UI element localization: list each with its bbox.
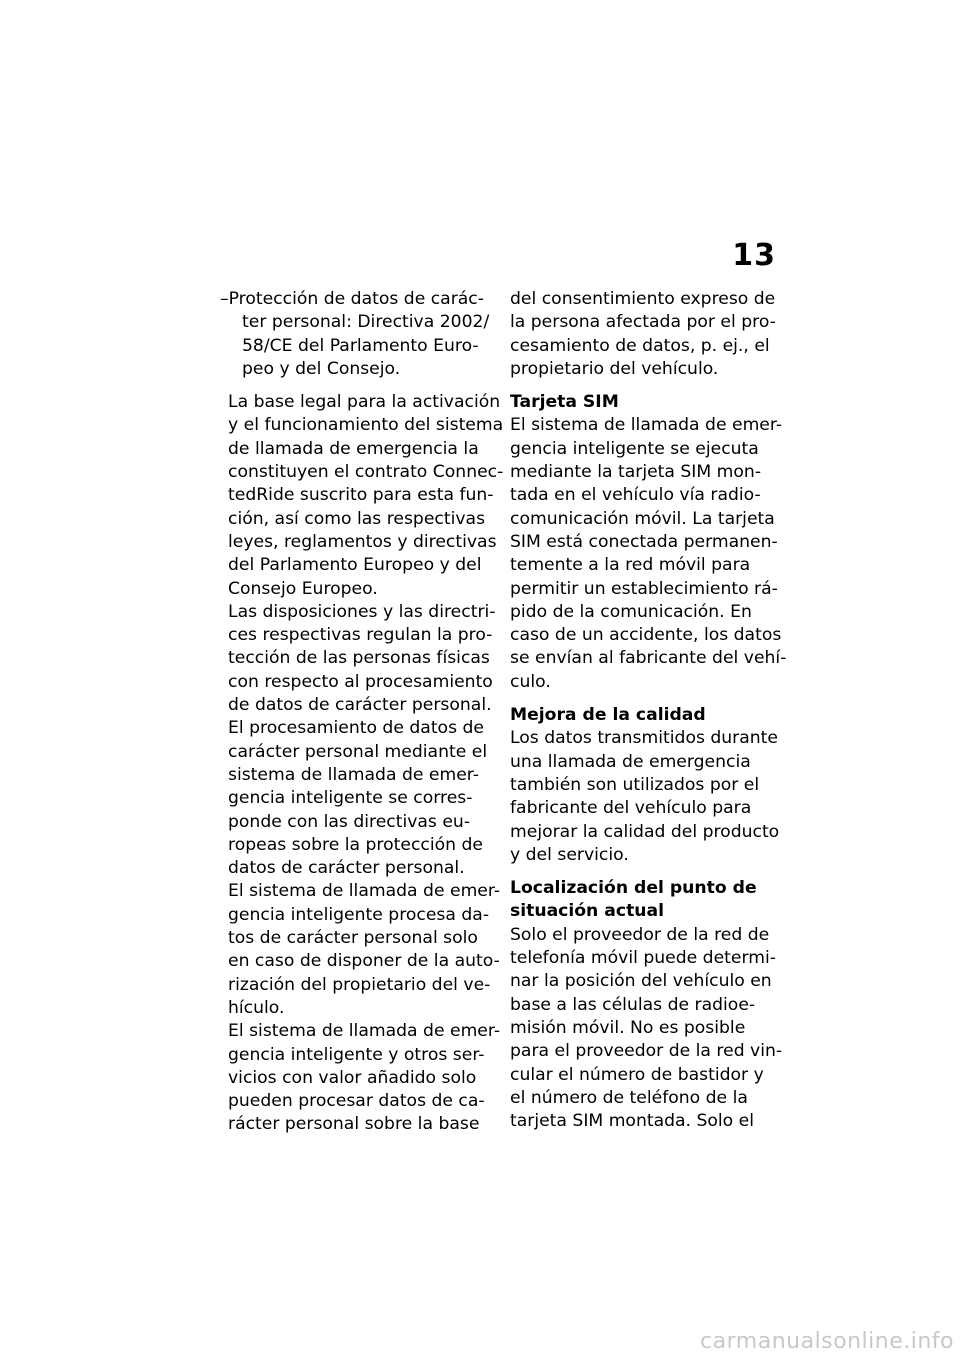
text-line: telefonía móvil puede determi- bbox=[510, 948, 776, 969]
text-line: comunicación móvil. La tarjeta bbox=[510, 508, 775, 529]
text-line: datos de carácter personal. bbox=[228, 858, 465, 879]
paragraph bbox=[228, 391, 504, 1137]
text-line: propietario del vehículo. bbox=[510, 358, 719, 379]
text-line: del consentimiento expreso de bbox=[510, 289, 776, 309]
section bbox=[510, 877, 783, 1133]
block-gap bbox=[510, 694, 778, 704]
text-line: del Parlamento Europeo y del bbox=[228, 555, 482, 576]
right-column bbox=[510, 288, 787, 1133]
text-line: permitir un establecimiento rá- bbox=[510, 578, 778, 599]
text-line: también son utilizados por el bbox=[510, 774, 760, 795]
text-line: leyes, reglamentos y directivas bbox=[228, 531, 497, 552]
text-line: rización del propietario del ve- bbox=[228, 974, 491, 995]
text-line: La base legal para la activación bbox=[228, 392, 501, 413]
text-line: y del servicio. bbox=[510, 844, 629, 865]
text-line: El procesamiento de datos de bbox=[228, 718, 484, 739]
watermark: carmanualsonline.info bbox=[700, 1329, 954, 1354]
text-line: pido de la comunicación. En bbox=[510, 601, 752, 622]
dash-list-item bbox=[220, 288, 490, 381]
text-line: con respecto al procesamiento bbox=[228, 671, 493, 692]
text-line: tada en el vehículo vía radio- bbox=[510, 485, 761, 506]
text-line: cular el número de bastidor y bbox=[510, 1064, 764, 1085]
section bbox=[510, 391, 787, 694]
text-line: ces respectivas regulan la pro- bbox=[228, 625, 493, 646]
text-line: y el funcionamiento del sistema bbox=[228, 415, 504, 436]
section bbox=[510, 704, 778, 867]
section-heading: Tarjeta SIM bbox=[510, 392, 619, 413]
text-line: ponde con las directivas eu- bbox=[228, 811, 471, 832]
text-line: carácter personal mediante el bbox=[228, 741, 488, 762]
text-line: El sistema de llamada de emer- bbox=[228, 881, 501, 902]
text-line: una llamada de emergencia bbox=[510, 751, 751, 772]
text-line: Consejo Europeo. bbox=[228, 578, 378, 599]
text-line: Los datos transmitidos durante bbox=[510, 728, 778, 749]
text-line: de llamada de emergencia la bbox=[228, 438, 479, 459]
text-line: mediante la tarjeta SIM mon- bbox=[510, 462, 762, 483]
text-line: constituyen el contrato Connec- bbox=[228, 462, 504, 483]
text-line: ter personal: Directiva 2002/ bbox=[242, 312, 490, 333]
text-line: ción, así como las respectivas bbox=[228, 508, 486, 529]
text-line: el número de teléfono de la bbox=[510, 1087, 748, 1108]
text-line: El sistema de llamada de emer- bbox=[510, 415, 783, 436]
text-line: para el proveedor de la red vin- bbox=[510, 1041, 783, 1062]
text-line: nar la posición del vehículo en bbox=[510, 971, 772, 992]
text-line: tección de las personas físicas bbox=[228, 648, 490, 669]
text-line: tos de carácter personal solo bbox=[228, 928, 478, 949]
block-gap bbox=[228, 381, 490, 391]
text-line: Solo el proveedor de la red de bbox=[510, 924, 770, 945]
text-line: misión móvil. No es posible bbox=[510, 1017, 746, 1038]
text-line: tarjeta SIM montada. Solo el bbox=[510, 1111, 755, 1132]
text-line: caso de un accidente, los datos bbox=[510, 625, 782, 646]
text-line: –Protección de datos de carác- bbox=[220, 289, 484, 309]
text-line: en caso de disponer de la auto- bbox=[228, 951, 500, 972]
text-line: gencia inteligente se corres- bbox=[228, 788, 473, 809]
text-line: fabricante del vehículo para bbox=[510, 798, 752, 819]
left-column bbox=[220, 288, 504, 1137]
text-line: vicios con valor añadido solo bbox=[228, 1067, 477, 1088]
section-heading: situación actual bbox=[510, 901, 665, 922]
text-line: tedRide suscrito para esta fun- bbox=[228, 485, 494, 506]
text-line: gencia inteligente se ejecuta bbox=[510, 438, 759, 459]
section-heading: Mejora de la calidad bbox=[510, 705, 706, 726]
text-line: hículo. bbox=[228, 997, 285, 1018]
text-line: temente a la red móvil para bbox=[510, 555, 751, 576]
text-line: SIM está conectada permanen- bbox=[510, 531, 778, 552]
text-line: El sistema de llamada de emer- bbox=[228, 1021, 501, 1042]
text-line: se envían al fabricante del vehí- bbox=[510, 648, 787, 669]
section-heading: Localización del punto de bbox=[510, 878, 757, 899]
text-line: peo y del Consejo. bbox=[242, 358, 401, 379]
text-line: cesamiento de datos, p. ej., el bbox=[510, 335, 770, 356]
page-number: 13 bbox=[732, 238, 776, 273]
text-line: pueden procesar datos de ca- bbox=[228, 1091, 485, 1112]
text-line: base a las células de radioe- bbox=[510, 994, 756, 1015]
text-line: ropeas sobre la protección de bbox=[228, 834, 483, 855]
text-line: sistema de llamada de emer- bbox=[228, 764, 479, 785]
text-line: la persona afectada por el pro- bbox=[510, 312, 776, 333]
text-line: culo. bbox=[510, 671, 551, 692]
block-gap bbox=[510, 867, 778, 877]
text-line: 58/CE del Parlamento Euro- bbox=[242, 335, 479, 356]
text-line: de datos de carácter personal. bbox=[228, 695, 492, 716]
text-line: gencia inteligente procesa da- bbox=[228, 904, 490, 925]
block-gap bbox=[510, 381, 778, 391]
paragraph bbox=[510, 288, 778, 381]
text-line: gencia inteligente y otros ser- bbox=[228, 1044, 485, 1065]
text-line: mejorar la calidad del producto bbox=[510, 821, 780, 842]
text-line: Las disposiciones y las directri- bbox=[228, 601, 496, 622]
text-line: rácter personal sobre la base bbox=[228, 1114, 480, 1135]
